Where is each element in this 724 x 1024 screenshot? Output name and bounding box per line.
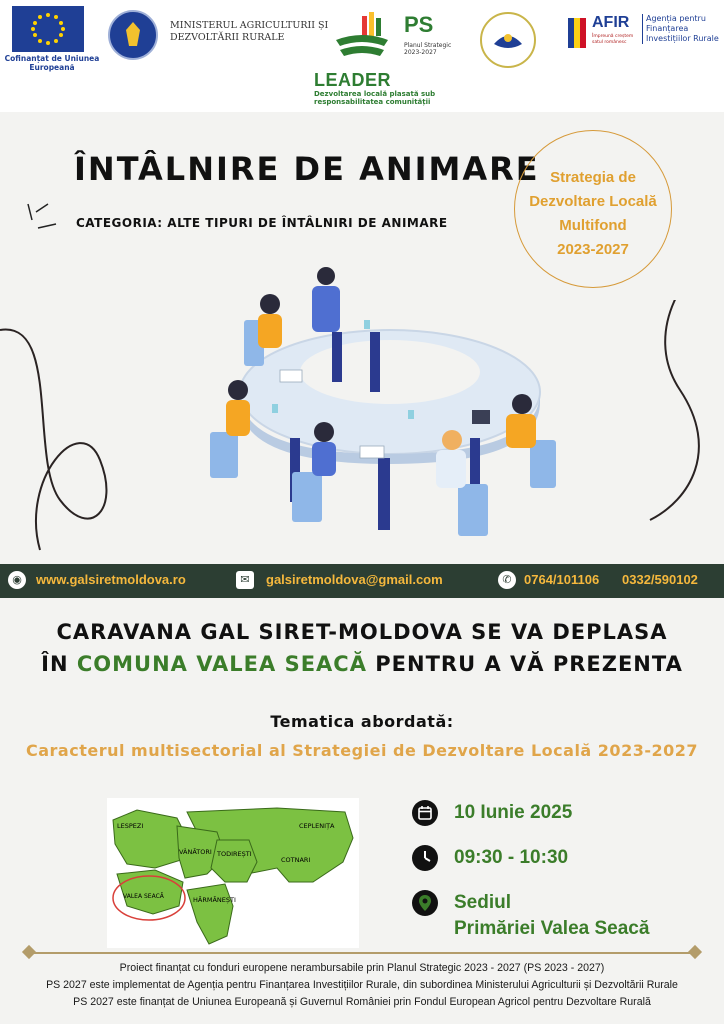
phone-number-1: 0764/101106 bbox=[524, 572, 600, 587]
afir-agency-name: Agenția pentru Finanțarea Investițiilor Rurale bbox=[642, 14, 724, 44]
eu-flag-logo bbox=[12, 6, 84, 52]
commune-map bbox=[107, 798, 359, 948]
footer-line-3: PS 2027 este finanțat de Uniunea Europeană și Guvernul României prin Fondul European Agricol pentru Dezvoltare Rurală bbox=[73, 996, 651, 1008]
footer-line-1: Proiect finanțat cu fonduri europene nerambursabile prin Planul Strategic 2023 - 2027 (PS 2023 - 2027) bbox=[119, 962, 605, 974]
footer-divider bbox=[26, 952, 698, 954]
phone-icon: ✆ bbox=[498, 571, 516, 589]
email-icon: ✉ bbox=[236, 571, 254, 589]
afir-title: AFIR bbox=[592, 14, 630, 31]
divider-diamond-left bbox=[22, 945, 36, 959]
event-date: 10 Iunie 2025 bbox=[454, 802, 573, 823]
strategy-line-1: Strategia de bbox=[550, 169, 636, 186]
footer-line-2: PS 2027 este implementat de Agenția pentru Finanțarea Investițiilor Rurale, din subordinea Ministerului Agriculturii și Dezvoltării Rurale bbox=[46, 979, 678, 991]
sparkle-lines-icon bbox=[22, 202, 62, 232]
website-link[interactable]: www.galsiretmoldova.ro bbox=[36, 572, 186, 587]
event-location-line-1: Sediul bbox=[454, 892, 512, 913]
map-label-cotnari: COTNARI bbox=[281, 856, 311, 864]
ps-title: PS bbox=[404, 12, 434, 37]
map-label-valea-seaca: VALEA SEACĂ bbox=[123, 893, 164, 900]
eu-caption: Cofinanțat de Uniunea Europeană bbox=[4, 54, 100, 72]
strategy-line-4: 2023-2027 bbox=[557, 241, 629, 258]
caravan-headline-line-1: CARAVANA GAL SIRET-MOLDOVA SE VA DEPLASA bbox=[56, 620, 668, 644]
location-pin-icon bbox=[412, 890, 438, 916]
email-link[interactable]: galsiretmoldova@gmail.com bbox=[266, 572, 443, 587]
event-location-line-2: Primăriei Valea Seacă bbox=[454, 918, 650, 939]
strategy-line-3: Multifond bbox=[559, 217, 627, 234]
map-label-lespezi: LESPEZI bbox=[117, 822, 144, 830]
ps-logo bbox=[332, 10, 452, 66]
map-label-todiresti: TODIREȘTI bbox=[217, 850, 252, 858]
commune-name: COMUNA VALEA SEACĂ bbox=[76, 652, 367, 676]
ministry-name: MINISTERUL AGRICULTURII ȘI DEZVOLTĂRII RURALE bbox=[170, 20, 329, 43]
map-label-harmanesti: HĂRMĂNEȘTI bbox=[193, 896, 236, 904]
government-seal-logo bbox=[108, 10, 158, 60]
afir-tagline: Împreună creștem satul românesc bbox=[592, 34, 634, 45]
strategy-badge bbox=[514, 166, 672, 262]
page-title: ÎNTÂLNIRE DE ANIMARE bbox=[74, 150, 540, 188]
gal-seal-logo bbox=[480, 12, 536, 68]
map-label-vanatori: VÂNĂTORI bbox=[179, 848, 212, 856]
strategy-line-2: Dezvoltare Locală bbox=[529, 193, 657, 210]
divider-diamond-right bbox=[688, 945, 702, 959]
clock-icon bbox=[412, 845, 438, 871]
category-label: CATEGORIA: ALTE TIPURI DE ÎNTÂLNIRI DE ANIMARE bbox=[76, 216, 448, 230]
map-label-ceplenita: CEPLENIȚA bbox=[299, 822, 335, 830]
ps-subtitle: Planul Strategic 2023-2027 bbox=[404, 42, 452, 56]
globe-icon: ◉ bbox=[8, 571, 26, 589]
topic-text: Caracterul multisectorial al Strategiei de Dezvoltare Locală 2023-2027 bbox=[25, 741, 698, 760]
caravan-pre: ÎN bbox=[41, 652, 77, 676]
leader-title: LEADER bbox=[314, 70, 392, 90]
phone-number-2: 0332/590102 bbox=[622, 572, 698, 587]
leader-subtitle: Dezvoltarea locală plasată sub responsabilitatea comunității bbox=[314, 90, 436, 106]
caravan-post: PENTRU A VĂ PREZENTA bbox=[366, 652, 683, 676]
caravan-headline-line-2 bbox=[0, 652, 724, 676]
meeting-illustration bbox=[200, 262, 570, 557]
topic-label: Tematica abordată: bbox=[270, 712, 454, 731]
event-time: 09:30 - 10:30 bbox=[454, 847, 569, 868]
afir-flag-icon bbox=[566, 14, 588, 54]
calendar-icon bbox=[412, 800, 438, 826]
